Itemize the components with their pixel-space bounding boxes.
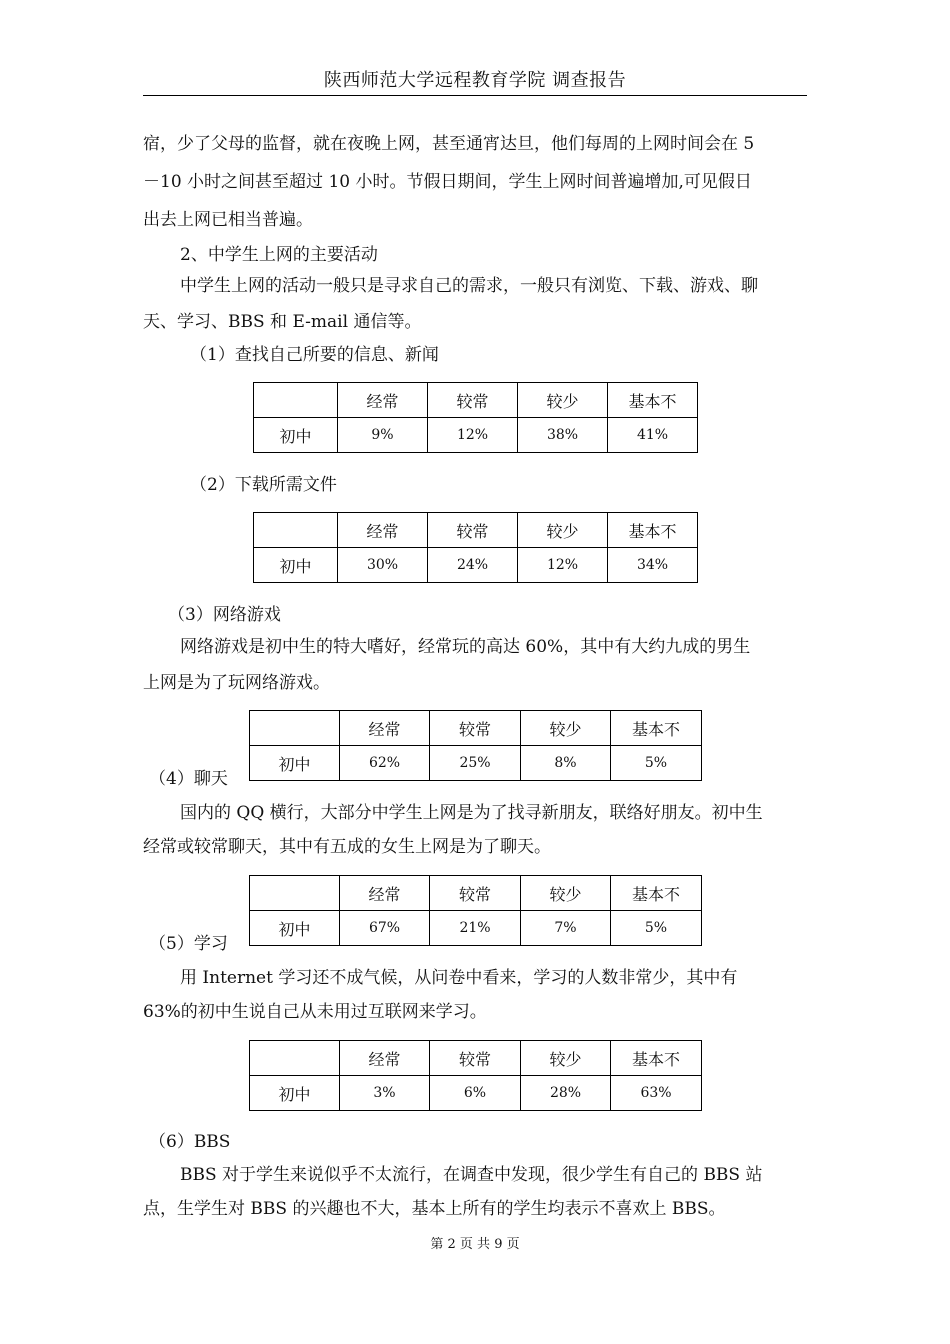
table-header-cell: 经常 xyxy=(338,383,428,418)
table-row-label: 初中 xyxy=(250,1076,340,1111)
table-cell: 5% xyxy=(611,911,702,946)
survey-table-3 xyxy=(249,710,702,781)
table-header-cell: 较少 xyxy=(521,1041,611,1076)
table-header-row xyxy=(250,711,702,746)
table-cell: 3% xyxy=(340,1076,430,1111)
paragraph-line: －10 小时之间甚至超过 10 小时。节假日期间，学生上网时间普遍增加,可见假日 xyxy=(143,172,752,192)
section-heading: 2、中学生上网的主要活动 xyxy=(180,245,378,265)
page-header-title: 陕西师范大学远程教育学院 调查报告 xyxy=(323,70,627,91)
paragraph-line: 网络游戏是初中生的特大嗜好，经常玩的高达 60%，其中有大约九成的男生 xyxy=(180,637,751,657)
table-row-label: 初中 xyxy=(250,746,340,781)
table-cell: 21% xyxy=(430,911,521,946)
table-row xyxy=(254,548,698,583)
paragraph-line: 用 Internet 学习还不成气候，从问卷中看来，学习的人数非常少，其中有 xyxy=(180,968,738,988)
table-header-cell xyxy=(250,1041,340,1076)
table-cell: 12% xyxy=(428,418,518,453)
item-label-5: （5）学习 xyxy=(149,934,228,954)
table-cell: 63% xyxy=(611,1076,702,1111)
paragraph-line: 中学生上网的活动一般只是寻求自己的需求，一般只有浏览、下载、游戏、聊 xyxy=(180,276,758,296)
survey-table-5 xyxy=(249,1040,702,1111)
table-cell: 30% xyxy=(338,548,428,583)
item-label-3: （3）网络游戏 xyxy=(168,605,281,625)
table-header-cell: 基本不 xyxy=(611,1041,702,1076)
table-header-cell xyxy=(250,876,340,911)
table-header-row xyxy=(250,1041,702,1076)
table-cell: 34% xyxy=(608,548,698,583)
table-row xyxy=(250,746,702,781)
table-row xyxy=(254,418,698,453)
table-header-cell xyxy=(250,711,340,746)
table-header-cell: 经常 xyxy=(340,711,430,746)
table-header-cell: 基本不 xyxy=(608,383,698,418)
paragraph-line: 经常或较常聊天，其中有五成的女生上网是为了聊天。 xyxy=(143,837,551,857)
table-header-cell: 经常 xyxy=(338,513,428,548)
table-cell: 25% xyxy=(430,746,521,781)
survey-table-4 xyxy=(249,875,702,946)
table-cell: 67% xyxy=(340,911,430,946)
table-header-cell: 经常 xyxy=(340,876,430,911)
survey-table-2 xyxy=(253,512,698,583)
survey-table-1 xyxy=(253,382,698,453)
table-cell: 7% xyxy=(521,911,611,946)
table-header-cell: 基本不 xyxy=(611,876,702,911)
table-row-label: 初中 xyxy=(250,911,340,946)
paragraph-line: 天、学习、BBS 和 E-mail 通信等。 xyxy=(143,312,422,332)
paragraph-line: 63%的初中生说自己从未用过互联网来学习。 xyxy=(143,1002,487,1022)
table-header-row xyxy=(254,513,698,548)
table-cell: 38% xyxy=(518,418,608,453)
paragraph-line: 点，生学生对 BBS 的兴趣也不大，基本上所有的学生均表示不喜欢上 BBS。 xyxy=(143,1199,726,1219)
table-header-cell: 较常 xyxy=(430,876,521,911)
table-header-cell: 基本不 xyxy=(608,513,698,548)
table-cell: 9% xyxy=(338,418,428,453)
table-header-cell: 较常 xyxy=(428,513,518,548)
paragraph-line: 上网是为了玩网络游戏。 xyxy=(143,673,330,693)
table-header-row xyxy=(250,876,702,911)
table-cell: 41% xyxy=(608,418,698,453)
table-header-cell xyxy=(254,513,338,548)
item-label-2: （2）下载所需文件 xyxy=(190,475,337,495)
table-row xyxy=(250,911,702,946)
table-header-cell: 经常 xyxy=(340,1041,430,1076)
table-row-label: 初中 xyxy=(254,418,338,453)
page-footer-number: 第 2 页 共 9 页 xyxy=(430,1237,520,1252)
paragraph-line: 国内的 QQ 横行，大部分中学生上网是为了找寻新朋友，联络好朋友。初中生 xyxy=(180,803,763,823)
table-cell: 24% xyxy=(428,548,518,583)
item-label-1: （1）查找自己所要的信息、新闻 xyxy=(190,345,439,365)
paragraph-line: 出去上网已相当普遍。 xyxy=(143,210,313,230)
table-header-cell xyxy=(254,383,338,418)
table-header-cell: 较少 xyxy=(521,711,611,746)
table-cell: 62% xyxy=(340,746,430,781)
table-header-cell: 较少 xyxy=(521,876,611,911)
table-header-cell: 较常 xyxy=(430,1041,521,1076)
table-header-cell: 较常 xyxy=(430,711,521,746)
paragraph-line: BBS 对于学生来说似乎不太流行，在调查中发现，很少学生有自己的 BBS 站 xyxy=(180,1165,763,1185)
table-header-row xyxy=(254,383,698,418)
table-row-label: 初中 xyxy=(254,548,338,583)
table-header-cell: 较少 xyxy=(518,383,608,418)
item-label-4: （4）聊天 xyxy=(149,769,228,789)
item-label-6: （6）BBS xyxy=(149,1132,231,1152)
table-row xyxy=(250,1076,702,1111)
paragraph-line: 宿，少了父母的监督，就在夜晚上网，甚至通宵达旦，他们每周的上网时间会在 5 xyxy=(143,134,755,154)
table-cell: 28% xyxy=(521,1076,611,1111)
table-cell: 5% xyxy=(611,746,702,781)
table-header-cell: 较常 xyxy=(428,383,518,418)
table-cell: 6% xyxy=(430,1076,521,1111)
table-cell: 12% xyxy=(518,548,608,583)
table-cell: 8% xyxy=(521,746,611,781)
header-divider xyxy=(143,95,807,96)
table-header-cell: 基本不 xyxy=(611,711,702,746)
table-header-cell: 较少 xyxy=(518,513,608,548)
